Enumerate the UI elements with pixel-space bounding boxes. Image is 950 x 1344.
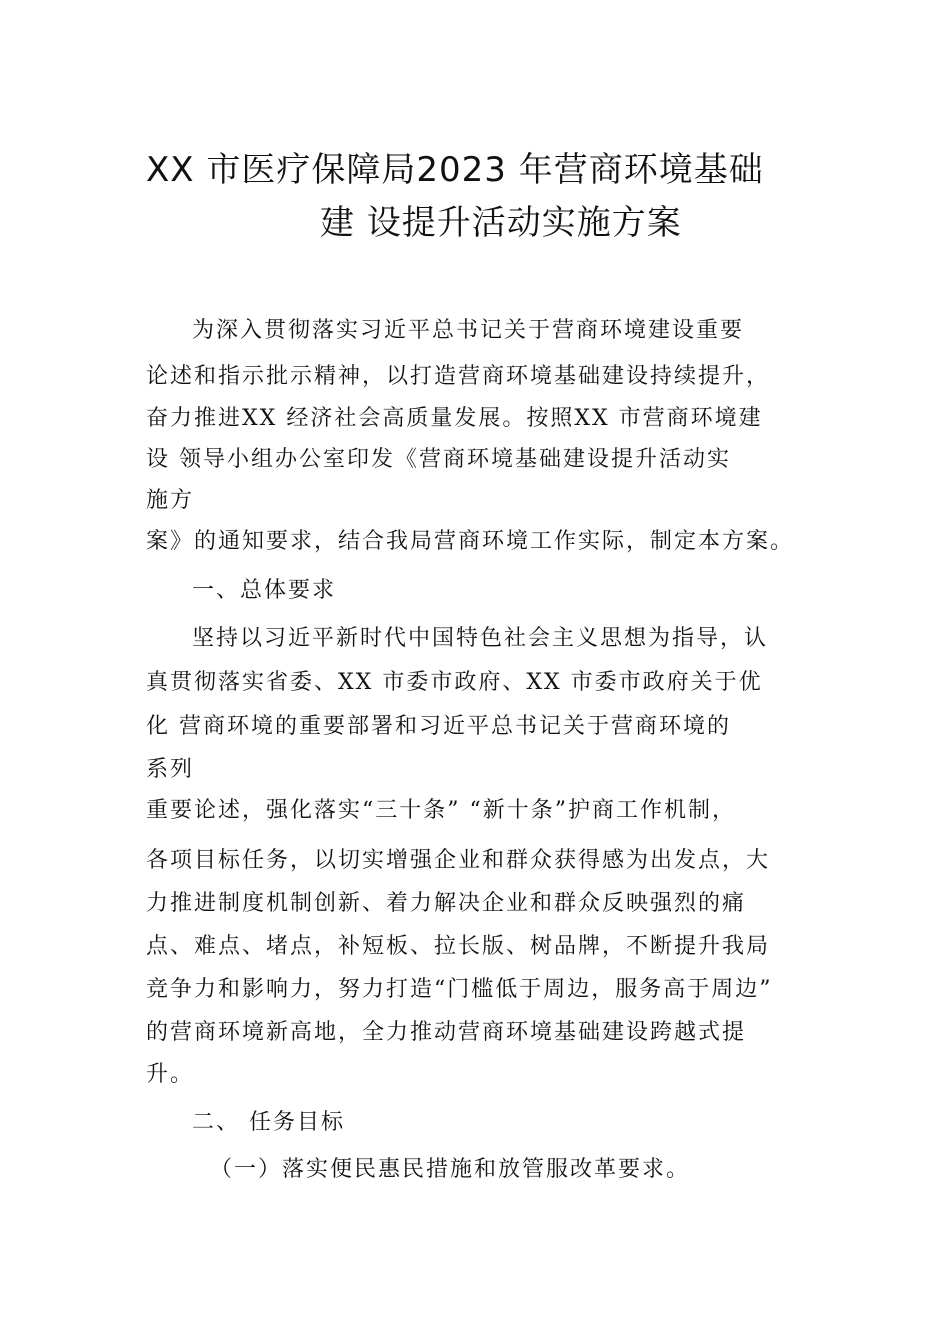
body-line: 升。: [146, 1062, 195, 1087]
subsection-heading-1: （一）落实便民惠民措施和放管服改革要求。: [210, 1157, 691, 1182]
body-line: 施方: [146, 488, 195, 513]
body-line: 竞争力和影响力，努力打造“门槛低于周边，服务高于周边”: [146, 977, 773, 1002]
body-line: 的营商环境新高地，全力推动营商环境基础建设跨越式提: [146, 1020, 747, 1045]
body-line: 各项目标任务，以切实增强企业和群众获得感为出发点，大: [146, 848, 771, 873]
body-line: 为深入贯彻落实习近平总书记关于营商环境建设重要: [192, 318, 745, 343]
body-line: 重要论述，强化落实“三十条” “新十条”护商工作机制，: [146, 798, 736, 823]
section-heading-2: 二、 任务目标: [192, 1110, 345, 1135]
body-line: 坚持以习近平新时代中国特色社会主义思想为指导，认: [192, 626, 769, 651]
body-line: 化 营商环境的重要部署和习近平总书记关于营商环境的: [146, 714, 731, 739]
body-line: 设 领导小组办公室印发《营商环境基础建设提升活动实: [146, 447, 731, 472]
document-title-line-2: 建 设提升活动实施方案: [320, 203, 682, 243]
body-line: 系列: [146, 757, 195, 782]
section-heading-1: 一、总体要求: [192, 578, 337, 603]
document-title-line-1: XX 市医疗保障局2023 年营商环境基础: [146, 150, 764, 190]
body-line: 点、难点、堵点，补短板、拉长版、树品牌，不断提升我局: [146, 934, 771, 959]
body-line: 力推进制度机制创新、着力解决企业和群众反映强烈的痛: [146, 891, 747, 916]
body-line: 奋力推进XX 经济社会高质量发展。按照XX 市营商环境建: [146, 406, 763, 431]
body-line: 论述和指示批示精神，以打造营商环境基础建设持续提升，: [146, 364, 771, 389]
body-line: 案》的通知要求，结合我局营商环境工作实际，制定本方案。: [146, 529, 795, 554]
body-line: 真贯彻落实省委、XX 市委市政府、XX 市委市政府关于优: [146, 670, 763, 695]
